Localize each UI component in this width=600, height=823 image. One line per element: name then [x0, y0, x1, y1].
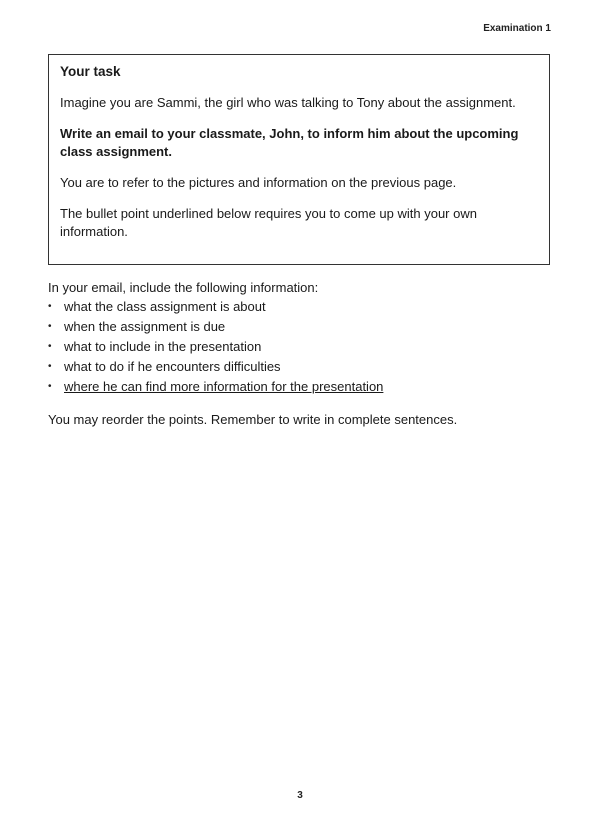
task-paragraph-instruction: Write an email to your classmate, John, to inform him about the upcoming class assignment. — [60, 126, 519, 159]
bullet-text: what the class assignment is about — [64, 299, 266, 314]
task-paragraph-reference: You are to refer to the pictures and information on the previous page. — [60, 175, 457, 190]
bullet-dot-icon: • — [48, 341, 52, 352]
bullet-text: what to include in the presentation — [64, 339, 262, 354]
bullet-item — [48, 317, 383, 337]
bullet-item — [48, 357, 383, 377]
bullet-dot-icon: • — [48, 381, 52, 392]
bullet-item — [48, 297, 383, 317]
bullet-dot-icon: • — [48, 301, 52, 312]
bullet-dot-icon: • — [48, 361, 52, 372]
task-paragraph-underline-note: The bullet point underlined below requires you to come up with your own information. — [60, 206, 477, 239]
bullet-text-underlined: where he can find more information for the presentation — [64, 379, 384, 394]
exam-header-label: Examination 1 — [483, 23, 551, 34]
page-number: 3 — [297, 790, 303, 801]
bullet-dot-icon: • — [48, 321, 52, 332]
task-paragraph-scenario: Imagine you are Sammi, the girl who was talking to Tony about the assignment. — [60, 95, 516, 110]
task-box — [48, 54, 550, 265]
instructions-intro: In your email, include the following information: — [48, 280, 319, 295]
task-title: Your task — [60, 64, 121, 79]
bullet-text: when the assignment is due — [64, 319, 226, 334]
bullet-item — [48, 337, 383, 357]
instructions-closing: You may reorder the points. Remember to write in complete sentences. — [48, 412, 458, 427]
instructions-bullet-list — [48, 297, 383, 397]
bullet-item — [48, 377, 383, 397]
bullet-text: what to do if he encounters difficulties — [64, 359, 281, 374]
